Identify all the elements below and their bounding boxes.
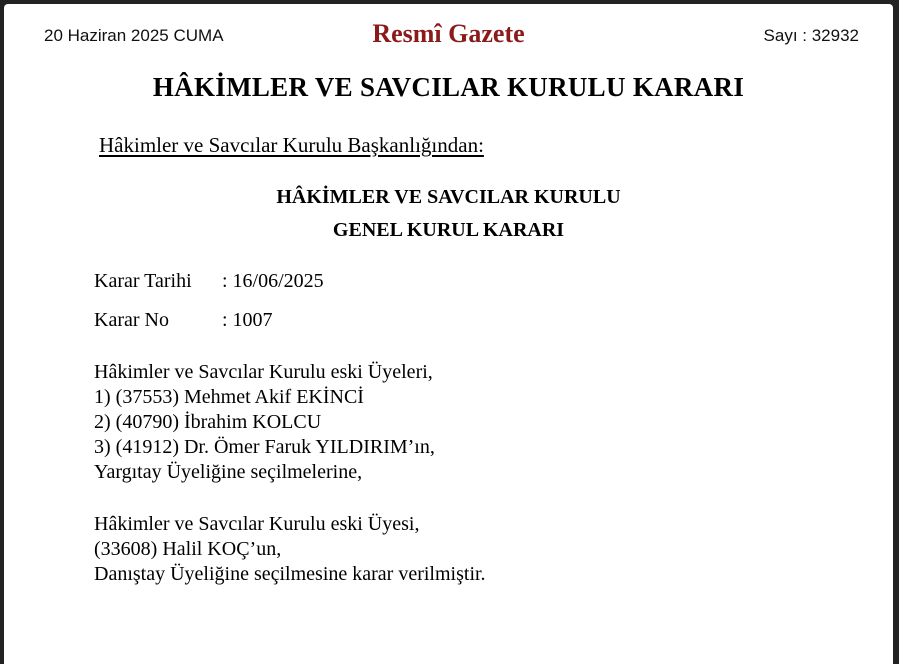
issue-number: Sayı : 32932: [763, 26, 859, 45]
paragraph-1-line: Hâkimler ve Savcılar Kurulu eski Üyeleri,: [94, 361, 433, 383]
document-title: HÂKİMLER VE SAVCILAR KURULU KARARI: [152, 72, 745, 102]
decision-date-value: : 16/06/2025: [222, 270, 324, 292]
paragraph-2-line: Danıştay Üyeliğine seçilmesine karar verilmiştir.: [94, 563, 486, 585]
decision-no-label: Karar No: [94, 309, 169, 331]
decision-no-value: : 1007: [222, 309, 273, 331]
decision-no-row: [94, 309, 273, 332]
issuing-authority: Hâkimler ve Savcılar Kurulu Başkanlığından:: [99, 133, 484, 157]
paragraph-1-line: Yargıtay Üyeliğine seçilmelerine,: [94, 461, 363, 483]
subtitle-line-1: HÂKİMLER VE SAVCILAR KURULU: [276, 186, 621, 208]
paragraph-2-line: Hâkimler ve Savcılar Kurulu eski Üyesi,: [94, 513, 420, 535]
paragraph-2-line: (33608) Halil KOÇ’un,: [94, 538, 282, 560]
decision-date-row: [94, 270, 324, 293]
gazette-page: [4, 4, 893, 664]
paragraph-1-line: 2) (40790) İbrahim KOLCU: [94, 411, 322, 433]
paragraph-1-line: 3) (41912) Dr. Ömer Faruk YILDIRIM’ın,: [94, 436, 435, 458]
gazette-name: Resmî Gazete: [372, 19, 525, 48]
paragraph-1-line: 1) (37553) Mehmet Akif EKİNCİ: [94, 386, 364, 408]
header-date: 20 Haziran 2025 CUMA: [44, 26, 224, 45]
decision-date-label: Karar Tarihi: [94, 270, 192, 292]
subtitle-line-2: GENEL KURUL KARARI: [332, 219, 565, 241]
